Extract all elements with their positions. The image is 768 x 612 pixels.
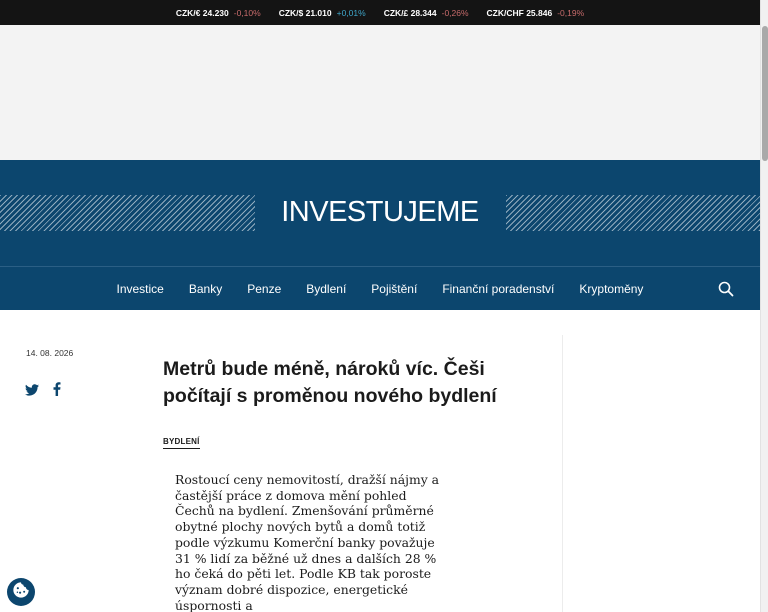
nav-item-pojisteni[interactable]: Pojištění bbox=[371, 282, 418, 296]
currency-ticker bbox=[0, 0, 760, 25]
ticker-item-gbp bbox=[384, 8, 469, 18]
advertisement-placeholder bbox=[0, 25, 760, 160]
ticker-change: -0,10% bbox=[233, 7, 261, 18]
ticker-item-chf bbox=[487, 8, 585, 18]
ticker-item-eur bbox=[176, 8, 261, 18]
scrollbar[interactable] bbox=[760, 0, 768, 612]
nav-item-penze[interactable]: Penze bbox=[247, 282, 282, 296]
ticker-change: -0,19% bbox=[557, 7, 585, 18]
ticker-pair: CZK/$ 21.010 bbox=[278, 7, 332, 18]
site-logo[interactable]: INVESTUJEME bbox=[281, 196, 479, 228]
ticker-pair: CZK/£ 28.344 bbox=[383, 7, 437, 18]
nav-items bbox=[104, 267, 656, 311]
share-buttons bbox=[25, 382, 61, 401]
ticker-pair: CZK/CHF 25.846 bbox=[486, 7, 553, 18]
twitter-icon[interactable] bbox=[25, 383, 39, 401]
ticker-item-usd bbox=[279, 8, 366, 18]
nav-item-kryptomeny[interactable]: Kryptoměny bbox=[579, 282, 644, 296]
search-icon[interactable] bbox=[718, 281, 734, 297]
nav-item-bydleni[interactable]: Bydlení bbox=[306, 282, 347, 296]
ticker-change: +0,01% bbox=[336, 7, 366, 18]
nav-item-financni-poradenstvi[interactable]: Finanční poradenství bbox=[442, 282, 555, 296]
cookie-icon bbox=[12, 581, 30, 604]
main-navigation bbox=[0, 266, 760, 310]
facebook-icon[interactable] bbox=[53, 382, 61, 401]
nav-item-investice[interactable]: Investice bbox=[116, 282, 164, 296]
category-link[interactable]: BYDLENÍ bbox=[163, 437, 200, 449]
article-title: Metrů bude méně, nároků víc. Češi počítají s proměnou nového bydlení bbox=[163, 358, 497, 407]
ticker-pair: CZK/€ 24.230 bbox=[175, 7, 229, 18]
article-date: 14. 08. 2026 bbox=[26, 348, 74, 358]
article-lead: Rostoucí ceny nemovitostí, dražší nájmy a častější práce z domova mění pohled Čechů na bydlení. Zmenšování průměrné obytné plochy nových bytů a domů totiž podle výzkumu Komerční banky považuje 31 % lidí za běžné už dnes a dalších 28 % ho čeká do pěti let. Podle KB tak poroste význam dobré dispozice, energetické úspornosti a bbox=[175, 472, 440, 612]
nav-item-banky[interactable]: Banky bbox=[188, 282, 223, 296]
site-header bbox=[0, 160, 760, 266]
scrollbar-thumb[interactable] bbox=[762, 26, 768, 161]
ticker-change: -0,26% bbox=[441, 7, 469, 18]
sidebar-divider bbox=[562, 335, 563, 612]
cookie-settings-button[interactable] bbox=[7, 578, 35, 606]
header-stripes-right bbox=[506, 195, 760, 231]
header-stripes-left bbox=[0, 195, 255, 231]
